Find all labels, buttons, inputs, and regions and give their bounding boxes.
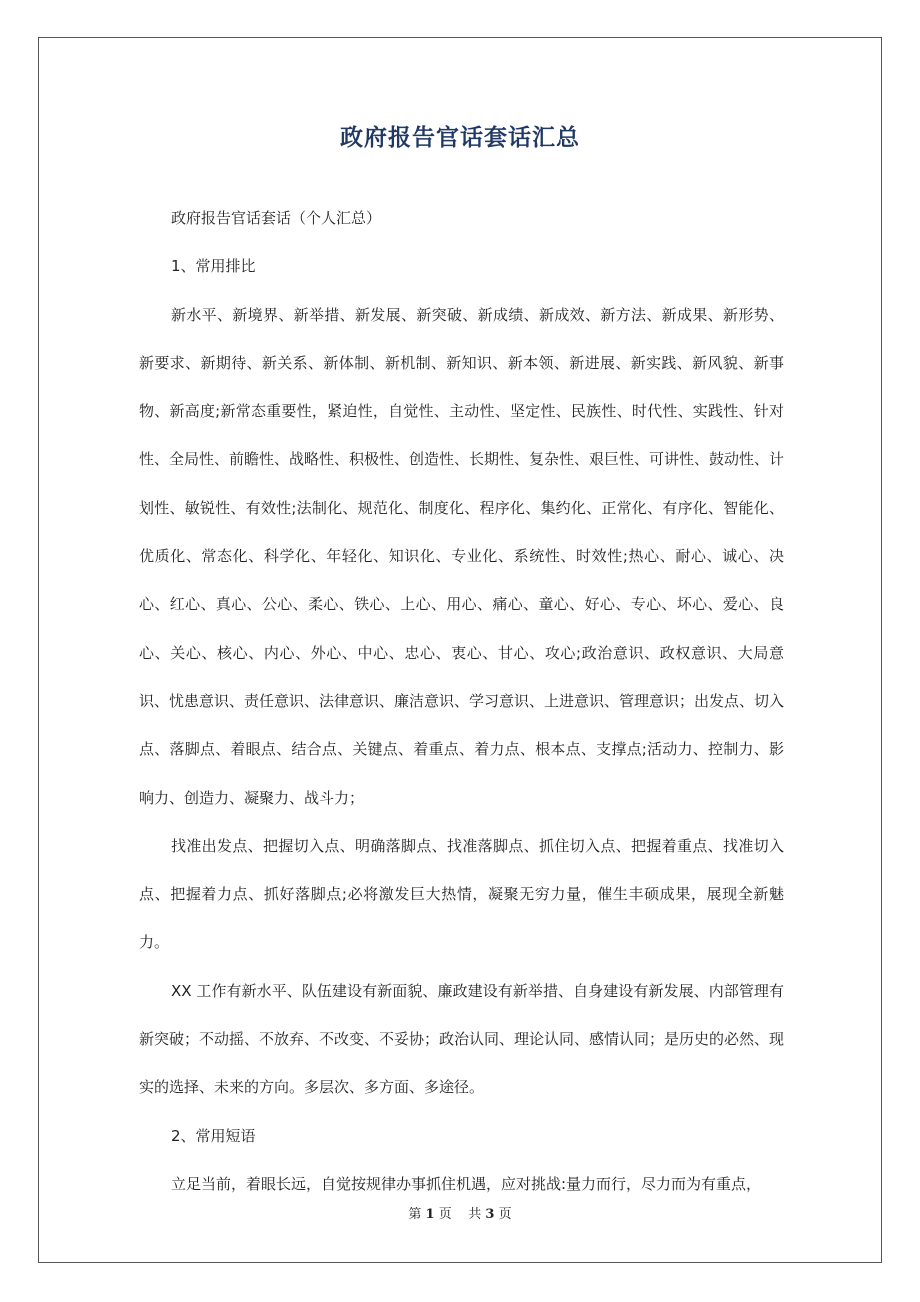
document-body — [139, 194, 784, 1208]
footer-total-suffix: 页 — [498, 1207, 512, 1222]
footer-page-number: 1 — [425, 1207, 435, 1222]
document-title: 政府报告官话套话汇总 — [340, 125, 580, 151]
footer-total-pages: 3 — [485, 1207, 495, 1222]
footer-page-suffix: 页 — [438, 1207, 452, 1222]
section-heading-1: 1、常用排比 — [171, 257, 256, 276]
footer-total-prefix: 共 — [468, 1207, 482, 1222]
paragraph: XX 工作有新水平、队伍建设有新面貌、廉政建设有新举措、自身建设有新发展、内部管理有新突破；不动摇、不放弃、不改变、不妥协；政治认同、理论认同、感情认同；是历史的必然、现实的选择、未来的方向。多层次、多方面、多途径。 — [139, 981, 785, 1097]
section-heading-2: 2、常用短语 — [171, 1126, 256, 1145]
paragraph: 新水平、新境界、新举措、新发展、新突破、新成绩、新成效、新方法、新成果、新形势、新要求、新期待、新关系、新体制、新机制、新知识、新本领、新进展、新实践、新风貌、新事物、新高度;新常态重要性，紧迫性，自觉性、主动性、坚定性、民族性、时代性、实践性、针对性、全局性、前瞻性、战略性、积极性、创造性、长期性、复杂性、艰巨性、可讲性、鼓动性、计划性、敏锐性、有效性;法制化、规范化、制度化、程序化、集约化、正常化、有序化、智能化、优质化、常态化、科学化、年轻化、知识化、专业化、系统性、时效性;热心、耐心、诚心、决心、红心、真心、公心、柔心、铁心、上心、用心、痛心、童心、好心、专心、坏心、爱心、良心、关心、核心、内心、外心、中心、忠心、衷心、甘心、攻心;政治意识、政权意识、大局意识、忧患意识、责任意识、法律意识、廉洁意识、学习意识、上进意识、管理意识；出发点、切入点、落脚点、着眼点、结合点、关键点、着重点、着力点、根本点、支撑点;活动力、控制力、影响力、创造力、凝聚力、战斗力； — [139, 305, 785, 807]
paragraph-subtitle: 政府报告官话套话（个人汇总） — [171, 209, 382, 227]
footer-page-prefix: 第 — [408, 1207, 422, 1222]
page-footer — [0, 1205, 920, 1225]
paragraph: 找准出发点、把握切入点、明确落脚点、找准落脚点、抓住切入点、把握着重点、找准切入点、把握着力点、抓好落脚点;必将激发巨大热情，凝聚无穷力量，催生丰硕成果，展现全新魅力。 — [139, 836, 784, 952]
paragraph: 立足当前，着眼长远，自觉按规律办事抓住机遇，应对挑战:量力而行，尽力而为有重点， — [171, 1174, 762, 1193]
